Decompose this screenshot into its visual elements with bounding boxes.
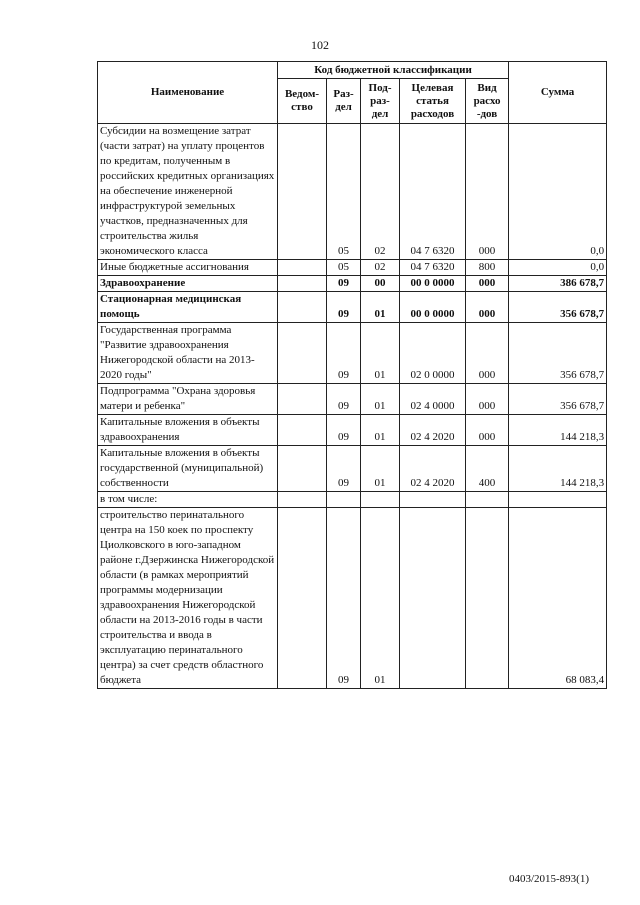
cell-kind: 000 bbox=[466, 384, 509, 415]
table-row bbox=[98, 292, 607, 323]
cell-dept bbox=[278, 492, 327, 508]
cell-name: Подпрограмма "Охрана здоровья матери и ребенка" bbox=[98, 384, 278, 415]
cell-name: Здравоохранение bbox=[98, 276, 278, 292]
cell-sum: 356 678,7 bbox=[509, 323, 607, 384]
cell-kind: 800 bbox=[466, 260, 509, 276]
header-section: Раз- дел bbox=[327, 79, 361, 124]
cell-subsection bbox=[361, 492, 400, 508]
cell-dept bbox=[278, 124, 327, 260]
cell-subsection: 02 bbox=[361, 124, 400, 260]
table-row bbox=[98, 124, 607, 260]
cell-dept bbox=[278, 260, 327, 276]
cell-dept bbox=[278, 323, 327, 384]
cell-subsection: 01 bbox=[361, 508, 400, 689]
cell-section: 09 bbox=[327, 508, 361, 689]
cell-dept bbox=[278, 415, 327, 446]
budget-table bbox=[97, 61, 607, 689]
header-target: Целевая статья расходов bbox=[400, 79, 466, 124]
cell-subsection: 01 bbox=[361, 384, 400, 415]
header-sum: Сумма bbox=[509, 62, 607, 124]
cell-subsection: 01 bbox=[361, 446, 400, 492]
cell-section: 09 bbox=[327, 384, 361, 415]
cell-name: Государственная программа "Развитие здравоохранения Нижегородской области на 2013-2020 годы" bbox=[98, 323, 278, 384]
cell-subsection: 00 bbox=[361, 276, 400, 292]
cell-sum: 144 218,3 bbox=[509, 415, 607, 446]
table-row bbox=[98, 492, 607, 508]
cell-target: 02 4 2020 bbox=[400, 446, 466, 492]
cell-sum bbox=[509, 492, 607, 508]
table-row bbox=[98, 276, 607, 292]
cell-name: в том числе: bbox=[98, 492, 278, 508]
cell-section: 09 bbox=[327, 292, 361, 323]
cell-subsection: 01 bbox=[361, 323, 400, 384]
table-row bbox=[98, 260, 607, 276]
header-subsection: Под- раз- дел bbox=[361, 79, 400, 124]
cell-section: 09 bbox=[327, 446, 361, 492]
cell-sum: 68 083,4 bbox=[509, 508, 607, 689]
cell-kind: 000 bbox=[466, 292, 509, 323]
cell-kind bbox=[466, 492, 509, 508]
cell-target: 00 0 0000 bbox=[400, 276, 466, 292]
cell-dept bbox=[278, 292, 327, 323]
cell-dept bbox=[278, 446, 327, 492]
cell-section: 05 bbox=[327, 124, 361, 260]
header-code-group: Код бюджетной классификации bbox=[278, 62, 509, 79]
footer-code: 0403/2015-893(1) bbox=[508, 873, 589, 885]
cell-target: 02 4 0000 bbox=[400, 384, 466, 415]
cell-section: 09 bbox=[327, 323, 361, 384]
cell-name: Стационарная медицинская помощь bbox=[98, 292, 278, 323]
cell-name: строительство перинатального центра на 150 коек по проспекту Циолковского в юго-западном районе г.Дзержинска Нижегородской области (в рамках мероприятий программы модернизации здравоохранения Нижегородской области на 2013-2016 годы в части строительства и ввода в эксплуатацию перинатального центра) за счет средств областного бюджета bbox=[98, 508, 278, 689]
cell-sum: 356 678,7 bbox=[509, 292, 607, 323]
cell-kind: 000 bbox=[466, 124, 509, 260]
cell-target: 04 7 6320 bbox=[400, 124, 466, 260]
cell-sum: 386 678,7 bbox=[509, 276, 607, 292]
cell-dept bbox=[278, 384, 327, 415]
cell-section: 09 bbox=[327, 415, 361, 446]
cell-kind: 000 bbox=[466, 415, 509, 446]
cell-target: 02 0 0000 bbox=[400, 323, 466, 384]
cell-dept bbox=[278, 508, 327, 689]
cell-name: Капитальные вложения в объекты здравоохранения bbox=[98, 415, 278, 446]
cell-subsection: 01 bbox=[361, 415, 400, 446]
header-name: Наименование bbox=[98, 62, 278, 124]
table-row bbox=[98, 415, 607, 446]
cell-target: 02 4 2020 bbox=[400, 415, 466, 446]
cell-subsection: 01 bbox=[361, 292, 400, 323]
cell-kind bbox=[466, 508, 509, 689]
table-row bbox=[98, 384, 607, 415]
cell-subsection: 02 bbox=[361, 260, 400, 276]
cell-target bbox=[400, 492, 466, 508]
header-dept: Ведом- ство bbox=[278, 79, 327, 124]
cell-name: Иные бюджетные ассигнования bbox=[98, 260, 278, 276]
cell-kind: 000 bbox=[466, 276, 509, 292]
cell-sum: 144 218,3 bbox=[509, 446, 607, 492]
table-row bbox=[98, 446, 607, 492]
page-number: 102 bbox=[311, 38, 329, 52]
cell-sum: 0,0 bbox=[509, 260, 607, 276]
cell-dept bbox=[278, 276, 327, 292]
cell-target bbox=[400, 508, 466, 689]
table-body bbox=[98, 124, 607, 689]
cell-section: 09 bbox=[327, 276, 361, 292]
cell-name: Субсидии на возмещение затрат (части затрат) на уплату процентов по кредитам, полученным в российских кредитных организациях на обеспечение инженерной инфраструктурой земельных участков, предназначенных для строительства жилья экономического класса bbox=[98, 124, 278, 260]
cell-target: 00 0 0000 bbox=[400, 292, 466, 323]
cell-kind: 000 bbox=[466, 323, 509, 384]
table-row bbox=[98, 508, 607, 689]
cell-sum: 0,0 bbox=[509, 124, 607, 260]
header-kind: Вид расхо -дов bbox=[466, 79, 509, 124]
cell-target: 04 7 6320 bbox=[400, 260, 466, 276]
cell-section: 05 bbox=[327, 260, 361, 276]
cell-name: Капитальные вложения в объекты государственной (муниципальной) собственности bbox=[98, 446, 278, 492]
cell-sum: 356 678,7 bbox=[509, 384, 607, 415]
table-row bbox=[98, 323, 607, 384]
cell-section bbox=[327, 492, 361, 508]
cell-kind: 400 bbox=[466, 446, 509, 492]
